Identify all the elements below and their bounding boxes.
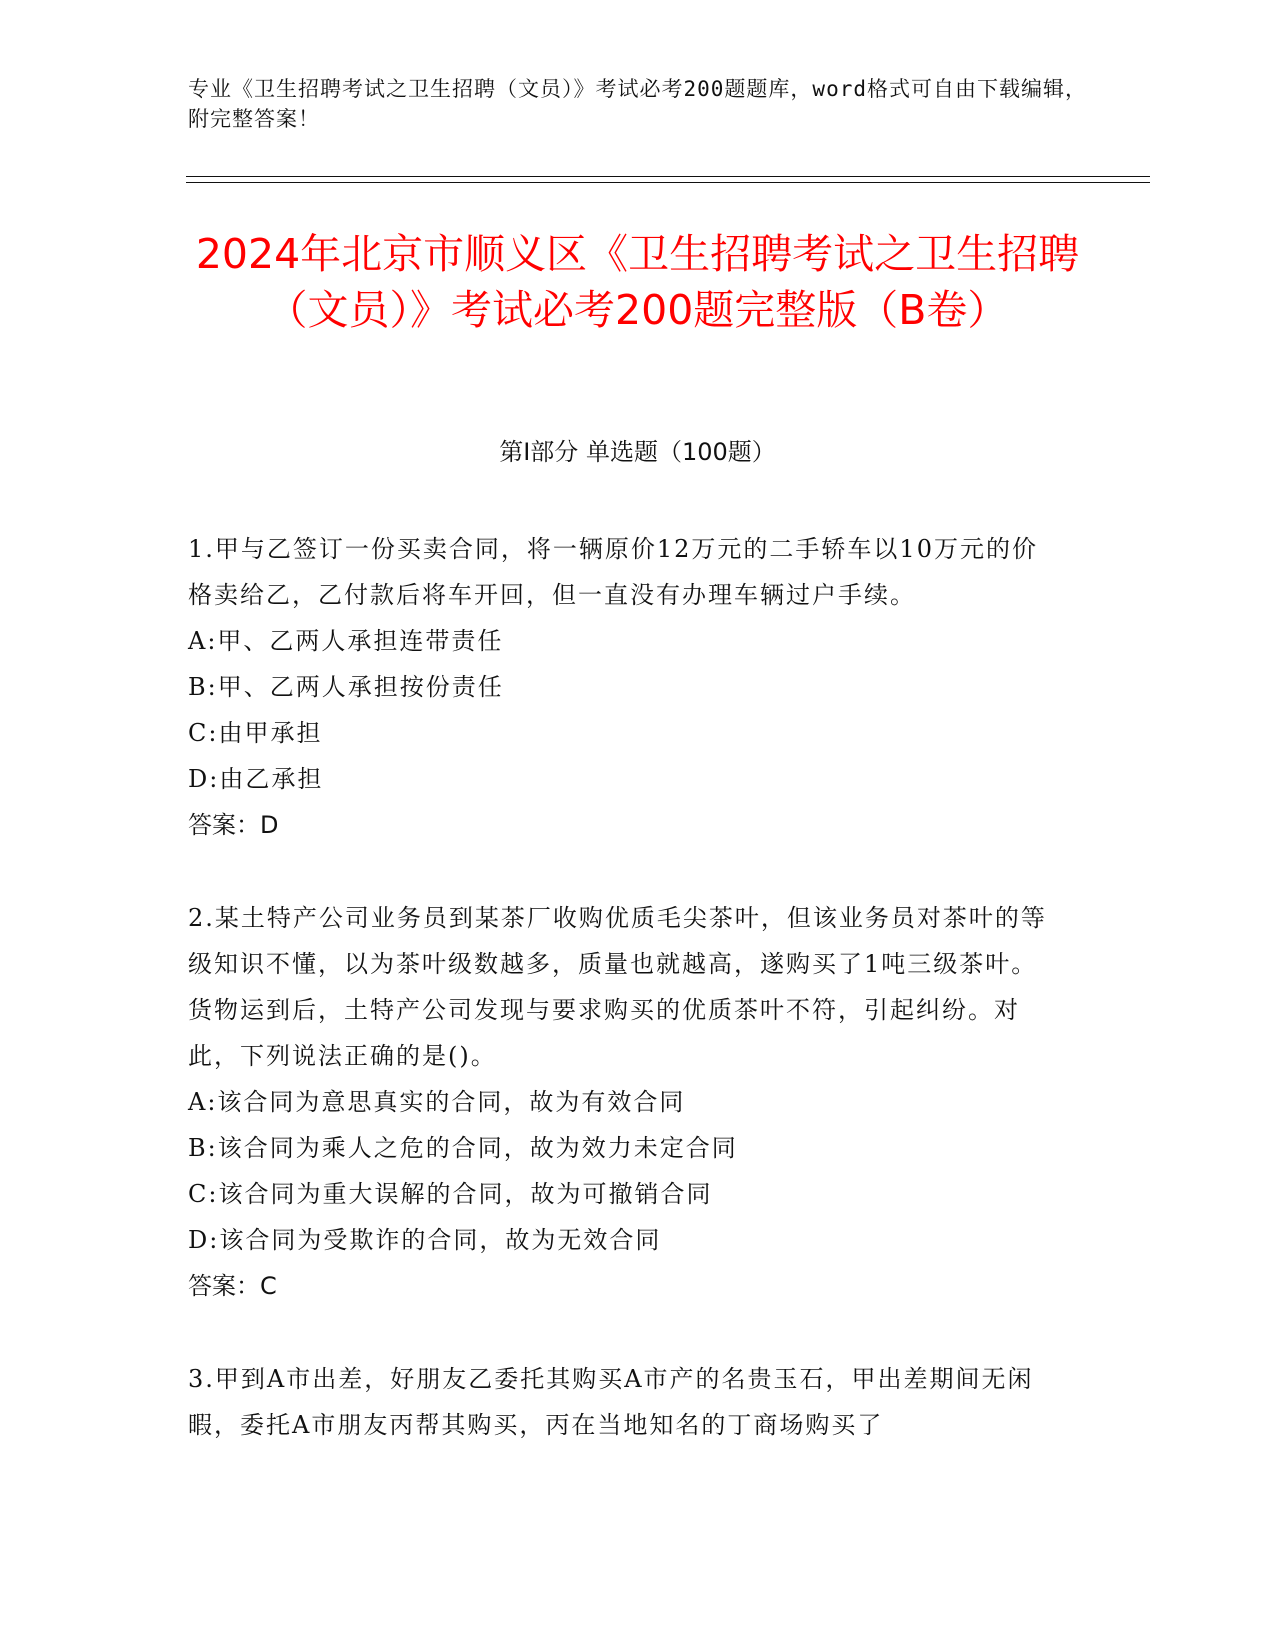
header-divider-top bbox=[186, 176, 1150, 177]
option-b: B:甲、乙两人承担按份责任 bbox=[188, 673, 504, 701]
option-d: D:该合同为受欺诈的合同，故为无效合同 bbox=[188, 1226, 662, 1254]
answer: 答案：D bbox=[188, 811, 279, 839]
question-list bbox=[188, 526, 1058, 1495]
question-stem: 1.甲与乙签订一份买卖合同，将一辆原价12万元的二手轿车以10万元的价格卖给乙，乙付款后将车开回，但一直没有办理车辆过户手续。 bbox=[188, 535, 1038, 609]
question-stem: 3.甲到A市出差，好朋友乙委托其购买A市产的名贵玉石，甲出差期间无闲暇，委托A市朋友丙帮其购买，丙在当地知名的丁商场购买了 bbox=[188, 1365, 1034, 1439]
question-stem: 2.某土特产公司业务员到某茶厂收购优质毛尖茶叶，但该业务员对茶叶的等级知识不懂，以为茶叶级数越多，质量也就越高，遂购买了1吨三级茶叶。货物运到后，土特产公司发现与要求购买的优质茶叶不符，引起纠纷。对此，下列说法正确的是()。 bbox=[188, 904, 1047, 1070]
option-a: A:甲、乙两人承担连带责任 bbox=[188, 627, 504, 655]
document-title: 2024年北京市顺义区《卫生招聘考试之卫生招聘（文员）》考试必考200题完整版（B卷） bbox=[195, 230, 1080, 334]
question-2 bbox=[188, 895, 1058, 1309]
question-1 bbox=[188, 526, 1058, 848]
option-a: A:该合同为意思真实的合同，故为有效合同 bbox=[188, 1088, 686, 1116]
option-c: C:由甲承担 bbox=[188, 719, 323, 747]
header-note: 专业《卫生招聘考试之卫生招聘（文员）》考试必考200题题库，word格式可自由下载编辑，附完整答案！ bbox=[188, 77, 1087, 131]
option-b: B:该合同为乘人之危的合同，故为效力未定合同 bbox=[188, 1134, 738, 1162]
section-title: 第I部分 单选题（100题） bbox=[499, 438, 776, 466]
answer: 答案：C bbox=[188, 1272, 277, 1300]
option-c: C:该合同为重大误解的合同，故为可撤销合同 bbox=[188, 1180, 713, 1208]
option-d: D:由乙承担 bbox=[188, 765, 324, 793]
header-divider-bottom bbox=[186, 182, 1150, 183]
question-3 bbox=[188, 1356, 1058, 1448]
